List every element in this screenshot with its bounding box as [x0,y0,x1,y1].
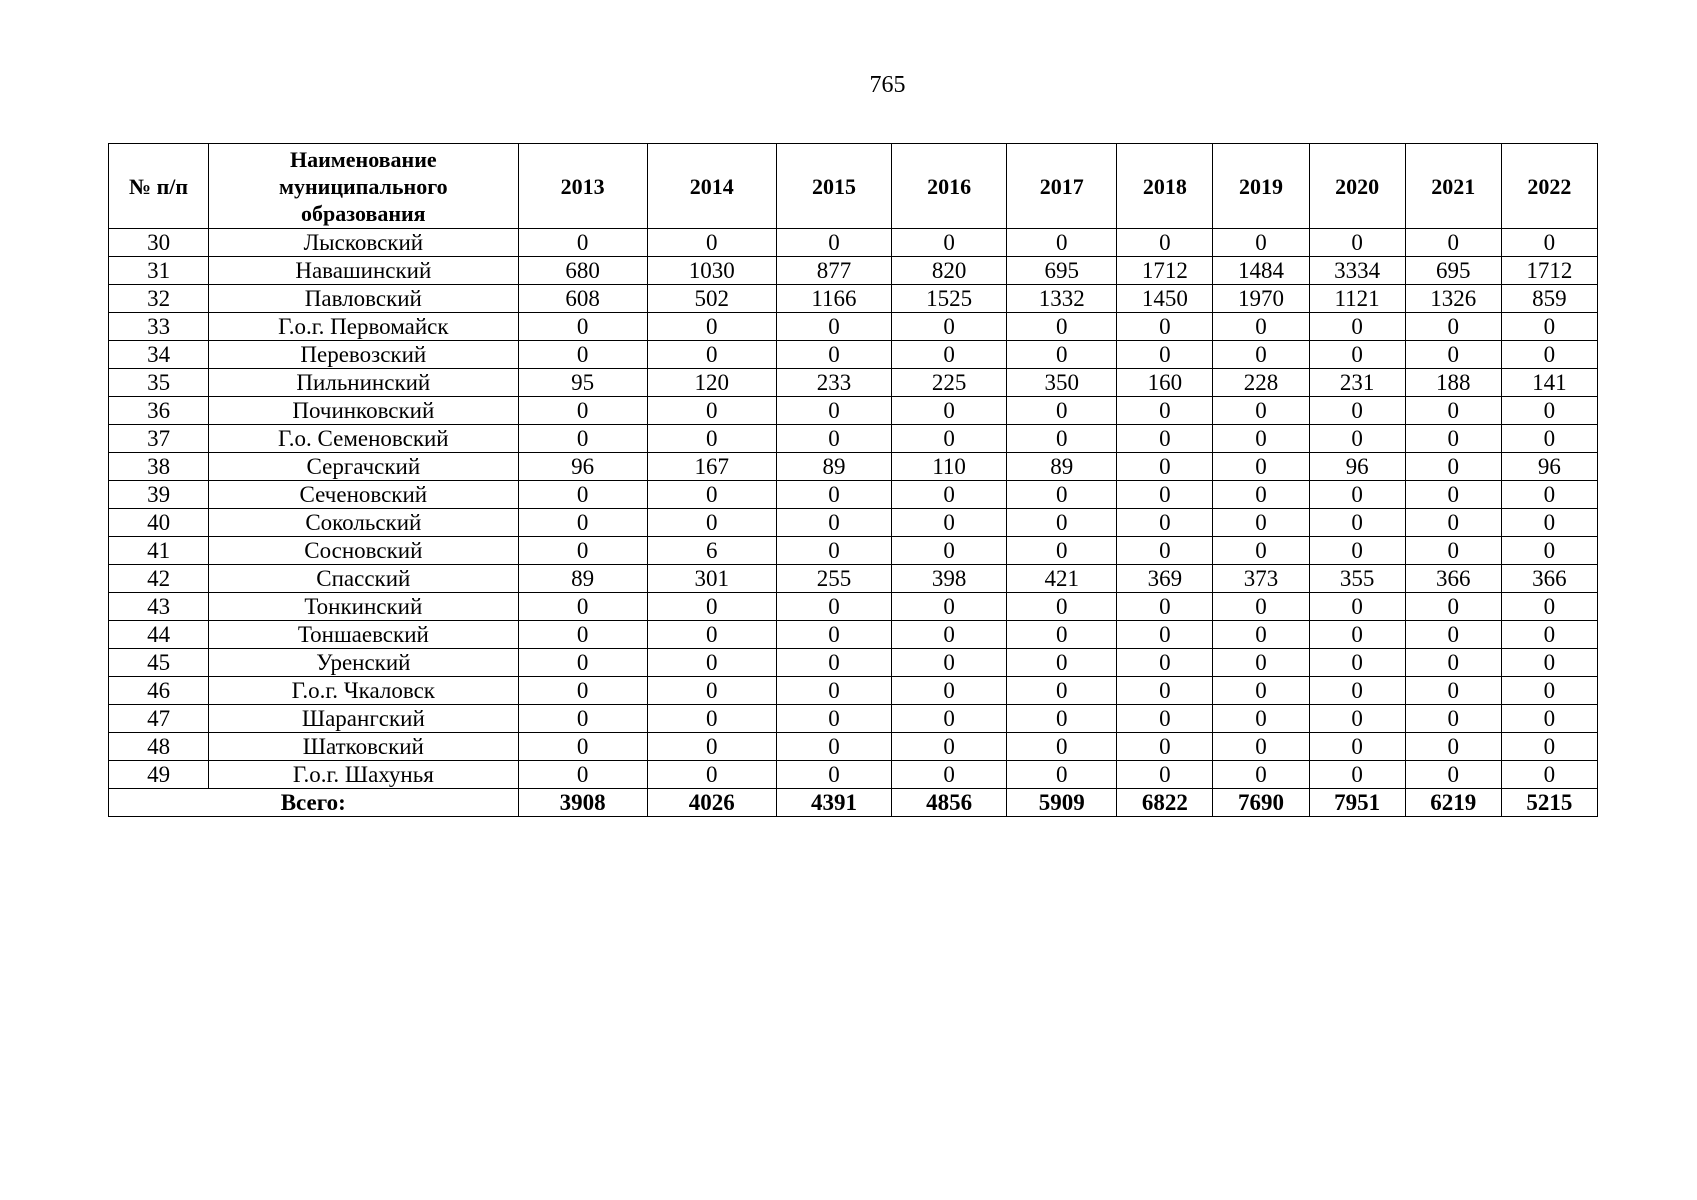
value-cell: 0 [1117,677,1213,705]
total-cell: 5909 [1007,789,1117,817]
column-header-year: 2015 [776,144,891,229]
value-cell: 0 [1309,621,1405,649]
column-header-year: 2014 [647,144,776,229]
municipality-name-cell: Уренский [209,649,518,677]
total-cell: 4391 [776,789,891,817]
column-header-year: 2020 [1309,144,1405,229]
value-cell: 0 [1117,481,1213,509]
value-cell: 695 [1405,257,1501,285]
value-cell: 0 [892,733,1007,761]
value-cell: 0 [518,481,647,509]
column-header-year: 2016 [892,144,1007,229]
value-cell: 0 [776,341,891,369]
value-cell: 0 [1405,229,1501,257]
value-cell: 0 [1501,593,1597,621]
value-cell: 0 [518,229,647,257]
value-cell: 0 [647,425,776,453]
value-cell: 1712 [1501,257,1597,285]
value-cell: 0 [892,425,1007,453]
table-row [109,537,1598,565]
value-cell: 0 [647,313,776,341]
municipality-name-cell: Сокольский [209,509,518,537]
value-cell: 0 [776,397,891,425]
row-number-cell: 45 [109,649,209,677]
value-cell: 95 [518,369,647,397]
value-cell: 0 [892,341,1007,369]
value-cell: 0 [1405,593,1501,621]
value-cell: 0 [892,705,1007,733]
value-cell: 0 [1007,593,1117,621]
value-cell: 0 [1405,537,1501,565]
value-cell: 0 [1405,425,1501,453]
value-cell: 0 [518,705,647,733]
value-cell: 502 [647,285,776,313]
value-cell: 120 [647,369,776,397]
value-cell: 233 [776,369,891,397]
value-cell: 0 [1405,621,1501,649]
value-cell: 1121 [1309,285,1405,313]
municipality-name-cell: Павловский [209,285,518,313]
row-number-cell: 35 [109,369,209,397]
value-cell: 0 [776,509,891,537]
value-cell: 0 [1007,705,1117,733]
row-number-cell: 31 [109,257,209,285]
value-cell: 0 [892,481,1007,509]
value-cell: 0 [776,733,891,761]
value-cell: 1450 [1117,285,1213,313]
value-cell: 0 [776,481,891,509]
value-cell: 0 [1501,313,1597,341]
table-row [109,705,1598,733]
value-cell: 695 [1007,257,1117,285]
value-cell: 1970 [1213,285,1309,313]
value-cell: 0 [1501,229,1597,257]
value-cell: 0 [892,649,1007,677]
value-cell: 0 [776,425,891,453]
value-cell: 0 [1117,229,1213,257]
total-cell: 7951 [1309,789,1405,817]
municipality-name-cell: Г.о. Семеновский [209,425,518,453]
column-header-year: 2022 [1501,144,1597,229]
value-cell: 0 [1501,397,1597,425]
value-cell: 0 [1007,229,1117,257]
municipality-name-cell: Навашинский [209,257,518,285]
value-cell: 0 [1213,509,1309,537]
value-cell: 96 [518,453,647,481]
value-cell: 0 [1501,481,1597,509]
municipality-name-cell: Сосновский [209,537,518,565]
municipality-name-cell: Починковский [209,397,518,425]
row-number-cell: 38 [109,453,209,481]
table-body [109,229,1598,789]
value-cell: 0 [647,509,776,537]
row-number-cell: 49 [109,761,209,789]
value-cell: 0 [776,313,891,341]
value-cell: 0 [1405,761,1501,789]
table-row [109,453,1598,481]
value-cell: 0 [647,621,776,649]
total-cell: 4026 [647,789,776,817]
value-cell: 0 [518,341,647,369]
value-cell: 0 [1501,509,1597,537]
value-cell: 0 [1213,397,1309,425]
value-cell: 0 [1309,481,1405,509]
value-cell: 0 [1309,705,1405,733]
value-cell: 231 [1309,369,1405,397]
value-cell: 0 [647,649,776,677]
value-cell: 0 [518,761,647,789]
value-cell: 0 [1405,453,1501,481]
value-cell: 0 [647,481,776,509]
value-cell: 0 [892,313,1007,341]
value-cell: 0 [892,537,1007,565]
value-cell: 1326 [1405,285,1501,313]
total-cell: 6219 [1405,789,1501,817]
value-cell: 0 [1213,537,1309,565]
row-number-cell: 37 [109,425,209,453]
value-cell: 1525 [892,285,1007,313]
value-cell: 0 [1405,649,1501,677]
value-cell: 355 [1309,565,1405,593]
value-cell: 1030 [647,257,776,285]
table-row [109,425,1598,453]
row-number-cell: 36 [109,397,209,425]
value-cell: 0 [776,677,891,705]
row-number-cell: 34 [109,341,209,369]
value-cell: 1712 [1117,257,1213,285]
column-header-name-line: образования [301,200,426,226]
value-cell: 0 [1007,313,1117,341]
value-cell: 301 [647,565,776,593]
value-cell: 0 [776,593,891,621]
value-cell: 0 [1117,761,1213,789]
value-cell: 820 [892,257,1007,285]
value-cell: 0 [1309,733,1405,761]
value-cell: 89 [518,565,647,593]
value-cell: 0 [518,593,647,621]
value-cell: 0 [1405,677,1501,705]
total-cell: 5215 [1501,789,1597,817]
value-cell: 859 [1501,285,1597,313]
value-cell: 0 [518,733,647,761]
value-cell: 0 [1501,761,1597,789]
table-row [109,257,1598,285]
value-cell: 89 [1007,453,1117,481]
total-row [109,789,1598,817]
value-cell: 0 [518,649,647,677]
table-row [109,565,1598,593]
table-row [109,481,1598,509]
value-cell: 1484 [1213,257,1309,285]
row-number-cell: 30 [109,229,209,257]
value-cell: 0 [776,621,891,649]
total-cell: 3908 [518,789,647,817]
column-header-year: 2019 [1213,144,1309,229]
value-cell: 0 [647,593,776,621]
value-cell: 0 [1501,341,1597,369]
value-cell: 398 [892,565,1007,593]
total-label: Всего: [109,789,519,817]
data-table [108,143,1598,817]
value-cell: 0 [1309,341,1405,369]
value-cell: 0 [518,621,647,649]
row-number-cell: 32 [109,285,209,313]
value-cell: 0 [1501,621,1597,649]
value-cell: 0 [1117,397,1213,425]
value-cell: 89 [776,453,891,481]
column-header-year: 2013 [518,144,647,229]
value-cell: 0 [1213,229,1309,257]
value-cell: 0 [1213,481,1309,509]
value-cell: 0 [518,397,647,425]
value-cell: 0 [1309,677,1405,705]
value-cell: 0 [892,677,1007,705]
value-cell: 0 [1309,537,1405,565]
municipality-name-cell: Г.о.г. Шахунья [209,761,518,789]
total-cell: 6822 [1117,789,1213,817]
municipality-name-cell: Лысковский [209,229,518,257]
value-cell: 1332 [1007,285,1117,313]
value-cell: 0 [1405,397,1501,425]
value-cell: 160 [1117,369,1213,397]
value-cell: 0 [1501,537,1597,565]
value-cell: 421 [1007,565,1117,593]
value-cell: 0 [776,537,891,565]
column-header-year: 2017 [1007,144,1117,229]
municipality-name-cell: Г.о.г. Чкаловск [209,677,518,705]
row-number-cell: 44 [109,621,209,649]
value-cell: 225 [892,369,1007,397]
value-cell: 0 [1117,453,1213,481]
value-cell: 0 [776,705,891,733]
value-cell: 0 [1117,593,1213,621]
value-cell: 0 [1117,649,1213,677]
value-cell: 0 [1501,649,1597,677]
value-cell: 0 [1309,593,1405,621]
value-cell: 0 [1213,621,1309,649]
value-cell: 0 [518,509,647,537]
table-row [109,733,1598,761]
value-cell: 0 [1117,509,1213,537]
value-cell: 0 [1117,313,1213,341]
value-cell: 0 [892,397,1007,425]
value-cell: 0 [1007,537,1117,565]
municipality-name-cell: Спасский [209,565,518,593]
value-cell: 141 [1501,369,1597,397]
row-number-cell: 47 [109,705,209,733]
value-cell: 0 [1309,229,1405,257]
value-cell: 0 [776,649,891,677]
value-cell: 0 [1213,313,1309,341]
column-header-name-line: Наименование [289,146,437,172]
value-cell: 0 [1501,705,1597,733]
table-row [109,621,1598,649]
value-cell: 0 [1405,341,1501,369]
municipality-name-cell: Сеченовский [209,481,518,509]
table-row [109,677,1598,705]
value-cell: 0 [518,425,647,453]
value-cell: 0 [1213,677,1309,705]
value-cell: 0 [1309,509,1405,537]
value-cell: 0 [647,397,776,425]
value-cell: 0 [1213,341,1309,369]
column-header-name-line: муниципального [279,173,448,199]
value-cell: 228 [1213,369,1309,397]
table-row [109,229,1598,257]
value-cell: 0 [1117,341,1213,369]
value-cell: 0 [1007,677,1117,705]
value-cell: 680 [518,257,647,285]
value-cell: 255 [776,565,891,593]
value-cell: 0 [647,761,776,789]
value-cell: 0 [776,761,891,789]
municipality-name-cell: Сергачский [209,453,518,481]
value-cell: 0 [892,621,1007,649]
value-cell: 0 [1007,397,1117,425]
value-cell: 0 [1213,649,1309,677]
row-number-cell: 48 [109,733,209,761]
value-cell: 373 [1213,565,1309,593]
value-cell: 0 [647,677,776,705]
total-cell: 7690 [1213,789,1309,817]
value-cell: 96 [1501,453,1597,481]
row-number-cell: 39 [109,481,209,509]
table-header-row [109,144,1598,229]
total-cell: 4856 [892,789,1007,817]
value-cell: 96 [1309,453,1405,481]
value-cell: 0 [1309,649,1405,677]
value-cell: 0 [1117,425,1213,453]
value-cell: 608 [518,285,647,313]
value-cell: 0 [892,593,1007,621]
value-cell: 0 [1501,733,1597,761]
table-row [109,509,1598,537]
row-number-cell: 41 [109,537,209,565]
column-header-name [209,144,518,229]
value-cell: 0 [1213,453,1309,481]
value-cell: 0 [1501,677,1597,705]
row-number-cell: 40 [109,509,209,537]
value-cell: 0 [518,537,647,565]
table-row [109,313,1598,341]
municipality-name-cell: Пильнинский [209,369,518,397]
value-cell: 0 [1309,425,1405,453]
value-cell: 0 [1117,705,1213,733]
value-cell: 0 [1405,733,1501,761]
value-cell: 0 [1405,705,1501,733]
table-row [109,285,1598,313]
value-cell: 0 [1007,649,1117,677]
value-cell: 0 [1117,733,1213,761]
value-cell: 0 [776,229,891,257]
value-cell: 0 [1309,313,1405,341]
value-cell: 0 [1007,621,1117,649]
table-row [109,341,1598,369]
value-cell: 0 [1309,397,1405,425]
municipality-name-cell: Шатковский [209,733,518,761]
value-cell: 0 [518,677,647,705]
municipality-name-cell: Тоншаевский [209,621,518,649]
value-cell: 366 [1501,565,1597,593]
table-row [109,369,1598,397]
value-cell: 0 [1213,593,1309,621]
value-cell: 0 [1007,733,1117,761]
municipality-name-cell: Перевозский [209,341,518,369]
value-cell: 0 [1007,509,1117,537]
value-cell: 167 [647,453,776,481]
column-header-num: № п/п [109,144,209,229]
value-cell: 0 [647,705,776,733]
value-cell: 1166 [776,285,891,313]
value-cell: 0 [1213,425,1309,453]
row-number-cell: 42 [109,565,209,593]
value-cell: 0 [892,509,1007,537]
page-number: 765 [869,72,906,98]
value-cell: 110 [892,453,1007,481]
value-cell: 0 [1007,341,1117,369]
row-number-cell: 33 [109,313,209,341]
value-cell: 0 [1007,481,1117,509]
value-cell: 0 [1501,425,1597,453]
value-cell: 3334 [1309,257,1405,285]
row-number-cell: 46 [109,677,209,705]
value-cell: 366 [1405,565,1501,593]
table-row [109,761,1598,789]
value-cell: 369 [1117,565,1213,593]
value-cell: 188 [1405,369,1501,397]
value-cell: 0 [1007,425,1117,453]
value-cell: 0 [1117,537,1213,565]
value-cell: 0 [892,229,1007,257]
value-cell: 0 [518,313,647,341]
municipality-name-cell: Г.о.г. Первомайск [209,313,518,341]
table-row [109,593,1598,621]
column-header-year: 2018 [1117,144,1213,229]
value-cell: 0 [1007,761,1117,789]
value-cell: 0 [647,229,776,257]
value-cell: 0 [892,761,1007,789]
value-cell: 0 [1117,621,1213,649]
table-row [109,649,1598,677]
value-cell: 0 [647,733,776,761]
value-cell: 0 [1213,705,1309,733]
row-number-cell: 43 [109,593,209,621]
municipality-name-cell: Тонкинский [209,593,518,621]
column-header-year: 2021 [1405,144,1501,229]
value-cell: 0 [1309,761,1405,789]
value-cell: 0 [1405,509,1501,537]
value-cell: 350 [1007,369,1117,397]
value-cell: 0 [1405,313,1501,341]
table-row [109,397,1598,425]
value-cell: 0 [1213,761,1309,789]
municipality-name-cell: Шарангский [209,705,518,733]
value-cell: 6 [647,537,776,565]
value-cell: 0 [1405,481,1501,509]
value-cell: 0 [647,341,776,369]
value-cell: 877 [776,257,891,285]
value-cell: 0 [1213,733,1309,761]
